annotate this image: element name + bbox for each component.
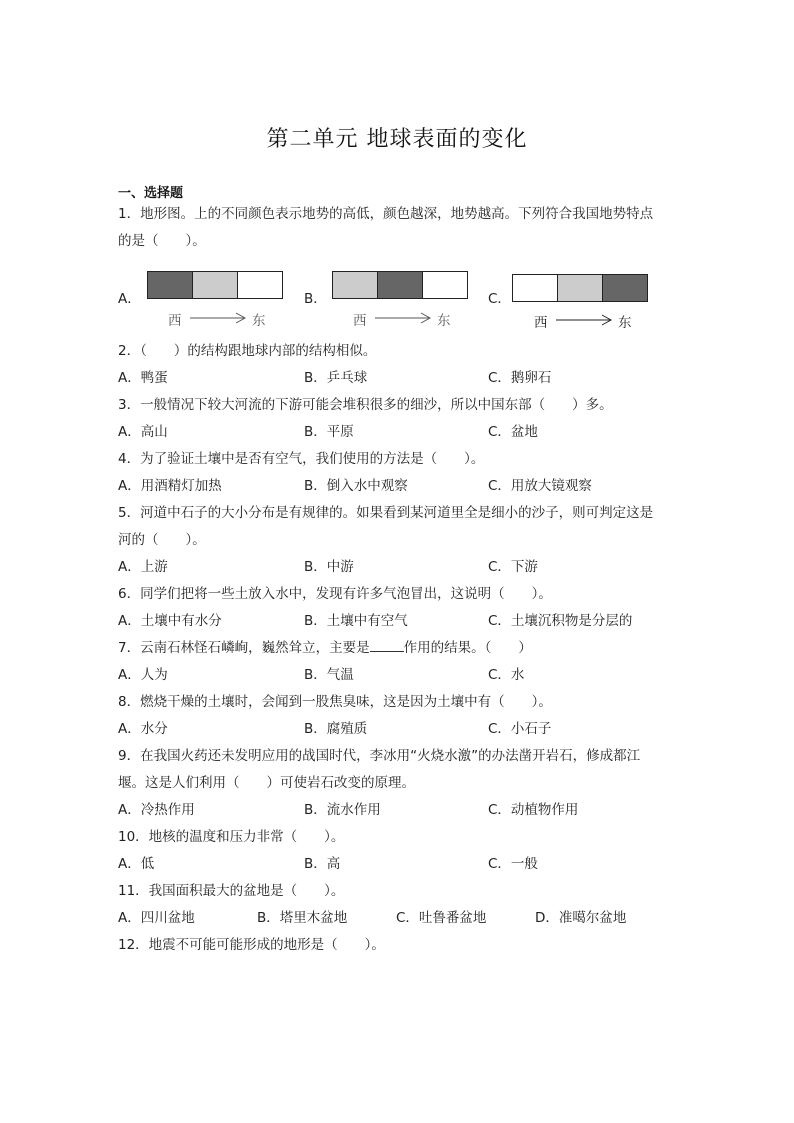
question-1-line-2: 的是（ ）。 — [118, 233, 206, 249]
option-10b[interactable]: B．高 — [304, 856, 341, 872]
arrow-right-icon — [554, 313, 614, 327]
terrain-bar-c — [512, 274, 648, 302]
terrain-cell — [423, 272, 467, 298]
option-4a[interactable]: A．用酒精灯加热 — [118, 478, 222, 494]
question-8: 8．燃烧干燥的土壤时，会闻到一股焦臭味，这是因为土壤中有（ ）。 — [118, 694, 552, 710]
option-11a[interactable]: A．四川盆地 — [118, 910, 195, 926]
terrain-cell — [193, 272, 238, 298]
terrain-bar-b — [332, 271, 468, 299]
option-1c-label: C． — [488, 291, 511, 307]
option-1a-label: A． — [118, 291, 141, 307]
question-1-line-1: 1．地形图。上的不同颜色表示地势的高低，颜色越深，地势越高。下列符合我国地势特点 — [118, 206, 654, 222]
option-2b[interactable]: B．乒乓球 — [304, 370, 368, 386]
arrow-right-icon — [188, 311, 248, 325]
terrain-cell — [513, 275, 558, 301]
option-9a[interactable]: A．冷热作用 — [118, 802, 195, 818]
option-10c[interactable]: C．一般 — [488, 856, 538, 872]
option-3c[interactable]: C．盆地 — [488, 424, 538, 440]
question-11: 11．我国面积最大的盆地是（ ）。 — [118, 883, 345, 899]
east-label: 东 — [252, 313, 266, 329]
question-5-line-1: 5．河道中石子的大小分布是有规律的。如果看到某河道里全是细小的沙子，则可判定这是 — [118, 505, 654, 521]
option-5c[interactable]: C．下游 — [488, 559, 538, 575]
west-label: 西 — [534, 315, 548, 331]
option-5b[interactable]: B．中游 — [304, 559, 354, 575]
option-3a[interactable]: A．高山 — [118, 424, 168, 440]
question-9-line-2: 堰。这是人们利用（ ）可使岩石改变的原理。 — [118, 775, 415, 791]
option-11b[interactable]: B．塔里木盆地 — [257, 910, 348, 926]
option-8c[interactable]: C．小石子 — [488, 721, 552, 737]
terrain-cell — [378, 272, 423, 298]
question-7 — [118, 639, 532, 657]
question-3: 3．一般情况下较大河流的下游可能会堆积很多的细沙，所以中国东部（ ）多。 — [118, 397, 613, 413]
option-10a[interactable]: A．低 — [118, 856, 155, 872]
option-7a[interactable]: A．人为 — [118, 667, 168, 683]
option-11d[interactable]: D．准噶尔盆地 — [535, 910, 627, 926]
option-8b[interactable]: B．腐殖质 — [304, 721, 368, 737]
west-label: 西 — [353, 313, 367, 329]
question-7-text: 7．云南石林怪石嶙峋，巍然耸立，主要是 — [118, 640, 370, 656]
question-2: 2．（ ）的结构跟地球内部的结构相似。 — [118, 343, 377, 359]
east-label: 东 — [618, 315, 632, 331]
option-9b[interactable]: B．流水作用 — [304, 802, 381, 818]
answer-blank[interactable] — [370, 639, 404, 652]
option-2a[interactable]: A．鸭蛋 — [118, 370, 168, 386]
option-5a[interactable]: A．上游 — [118, 559, 168, 575]
question-6: 6．同学们把将一些土放入水中，发现有许多气泡冒出，这说明（ ）。 — [118, 586, 552, 602]
question-10: 10．地核的温度和压力非常（ ）。 — [118, 829, 345, 845]
east-label: 东 — [437, 313, 451, 329]
terrain-cell — [148, 272, 193, 298]
option-6c[interactable]: C．土壤沉积物是分层的 — [488, 613, 633, 629]
option-3b[interactable]: B．平原 — [304, 424, 354, 440]
option-11c[interactable]: C．吐鲁番盆地 — [396, 910, 487, 926]
option-4b[interactable]: B．倒入水中观察 — [304, 478, 408, 494]
option-6a[interactable]: A．土壤中有水分 — [118, 613, 222, 629]
terrain-bar-a — [147, 271, 283, 299]
option-7c[interactable]: C．水 — [488, 667, 525, 683]
option-2c[interactable]: C．鹅卵石 — [488, 370, 552, 386]
option-8a[interactable]: A．水分 — [118, 721, 168, 737]
option-6b[interactable]: B．土壤中有空气 — [304, 613, 408, 629]
option-7b[interactable]: B．气温 — [304, 667, 354, 683]
question-7-text-end: 作用的结果。（ ） — [403, 640, 532, 656]
option-4c[interactable]: C．用放大镜观察 — [488, 478, 592, 494]
page-title: 第二单元 地球表面的变化 — [266, 127, 528, 152]
question-5-line-2: 河的（ ）。 — [118, 532, 206, 548]
arrow-right-icon — [373, 311, 433, 325]
terrain-cell — [558, 275, 603, 301]
terrain-cell — [238, 272, 282, 298]
terrain-cell — [333, 272, 378, 298]
west-label: 西 — [168, 313, 182, 329]
terrain-cell — [603, 275, 647, 301]
section-heading: 一、选择题 — [118, 186, 184, 201]
question-12: 12．地震不可能可能形成的地形是（ ）。 — [118, 937, 385, 953]
question-9-line-1: 9．在我国火药还未发明应用的战国时代，李冰用“火烧水激”的办法凿开岩石，修成都江 — [118, 748, 641, 764]
option-9c[interactable]: C．动植物作用 — [488, 802, 579, 818]
option-1b-label: B． — [304, 291, 327, 307]
question-4: 4．为了验证土壤中是否有空气，我们使用的方法是（ ）。 — [118, 451, 485, 467]
